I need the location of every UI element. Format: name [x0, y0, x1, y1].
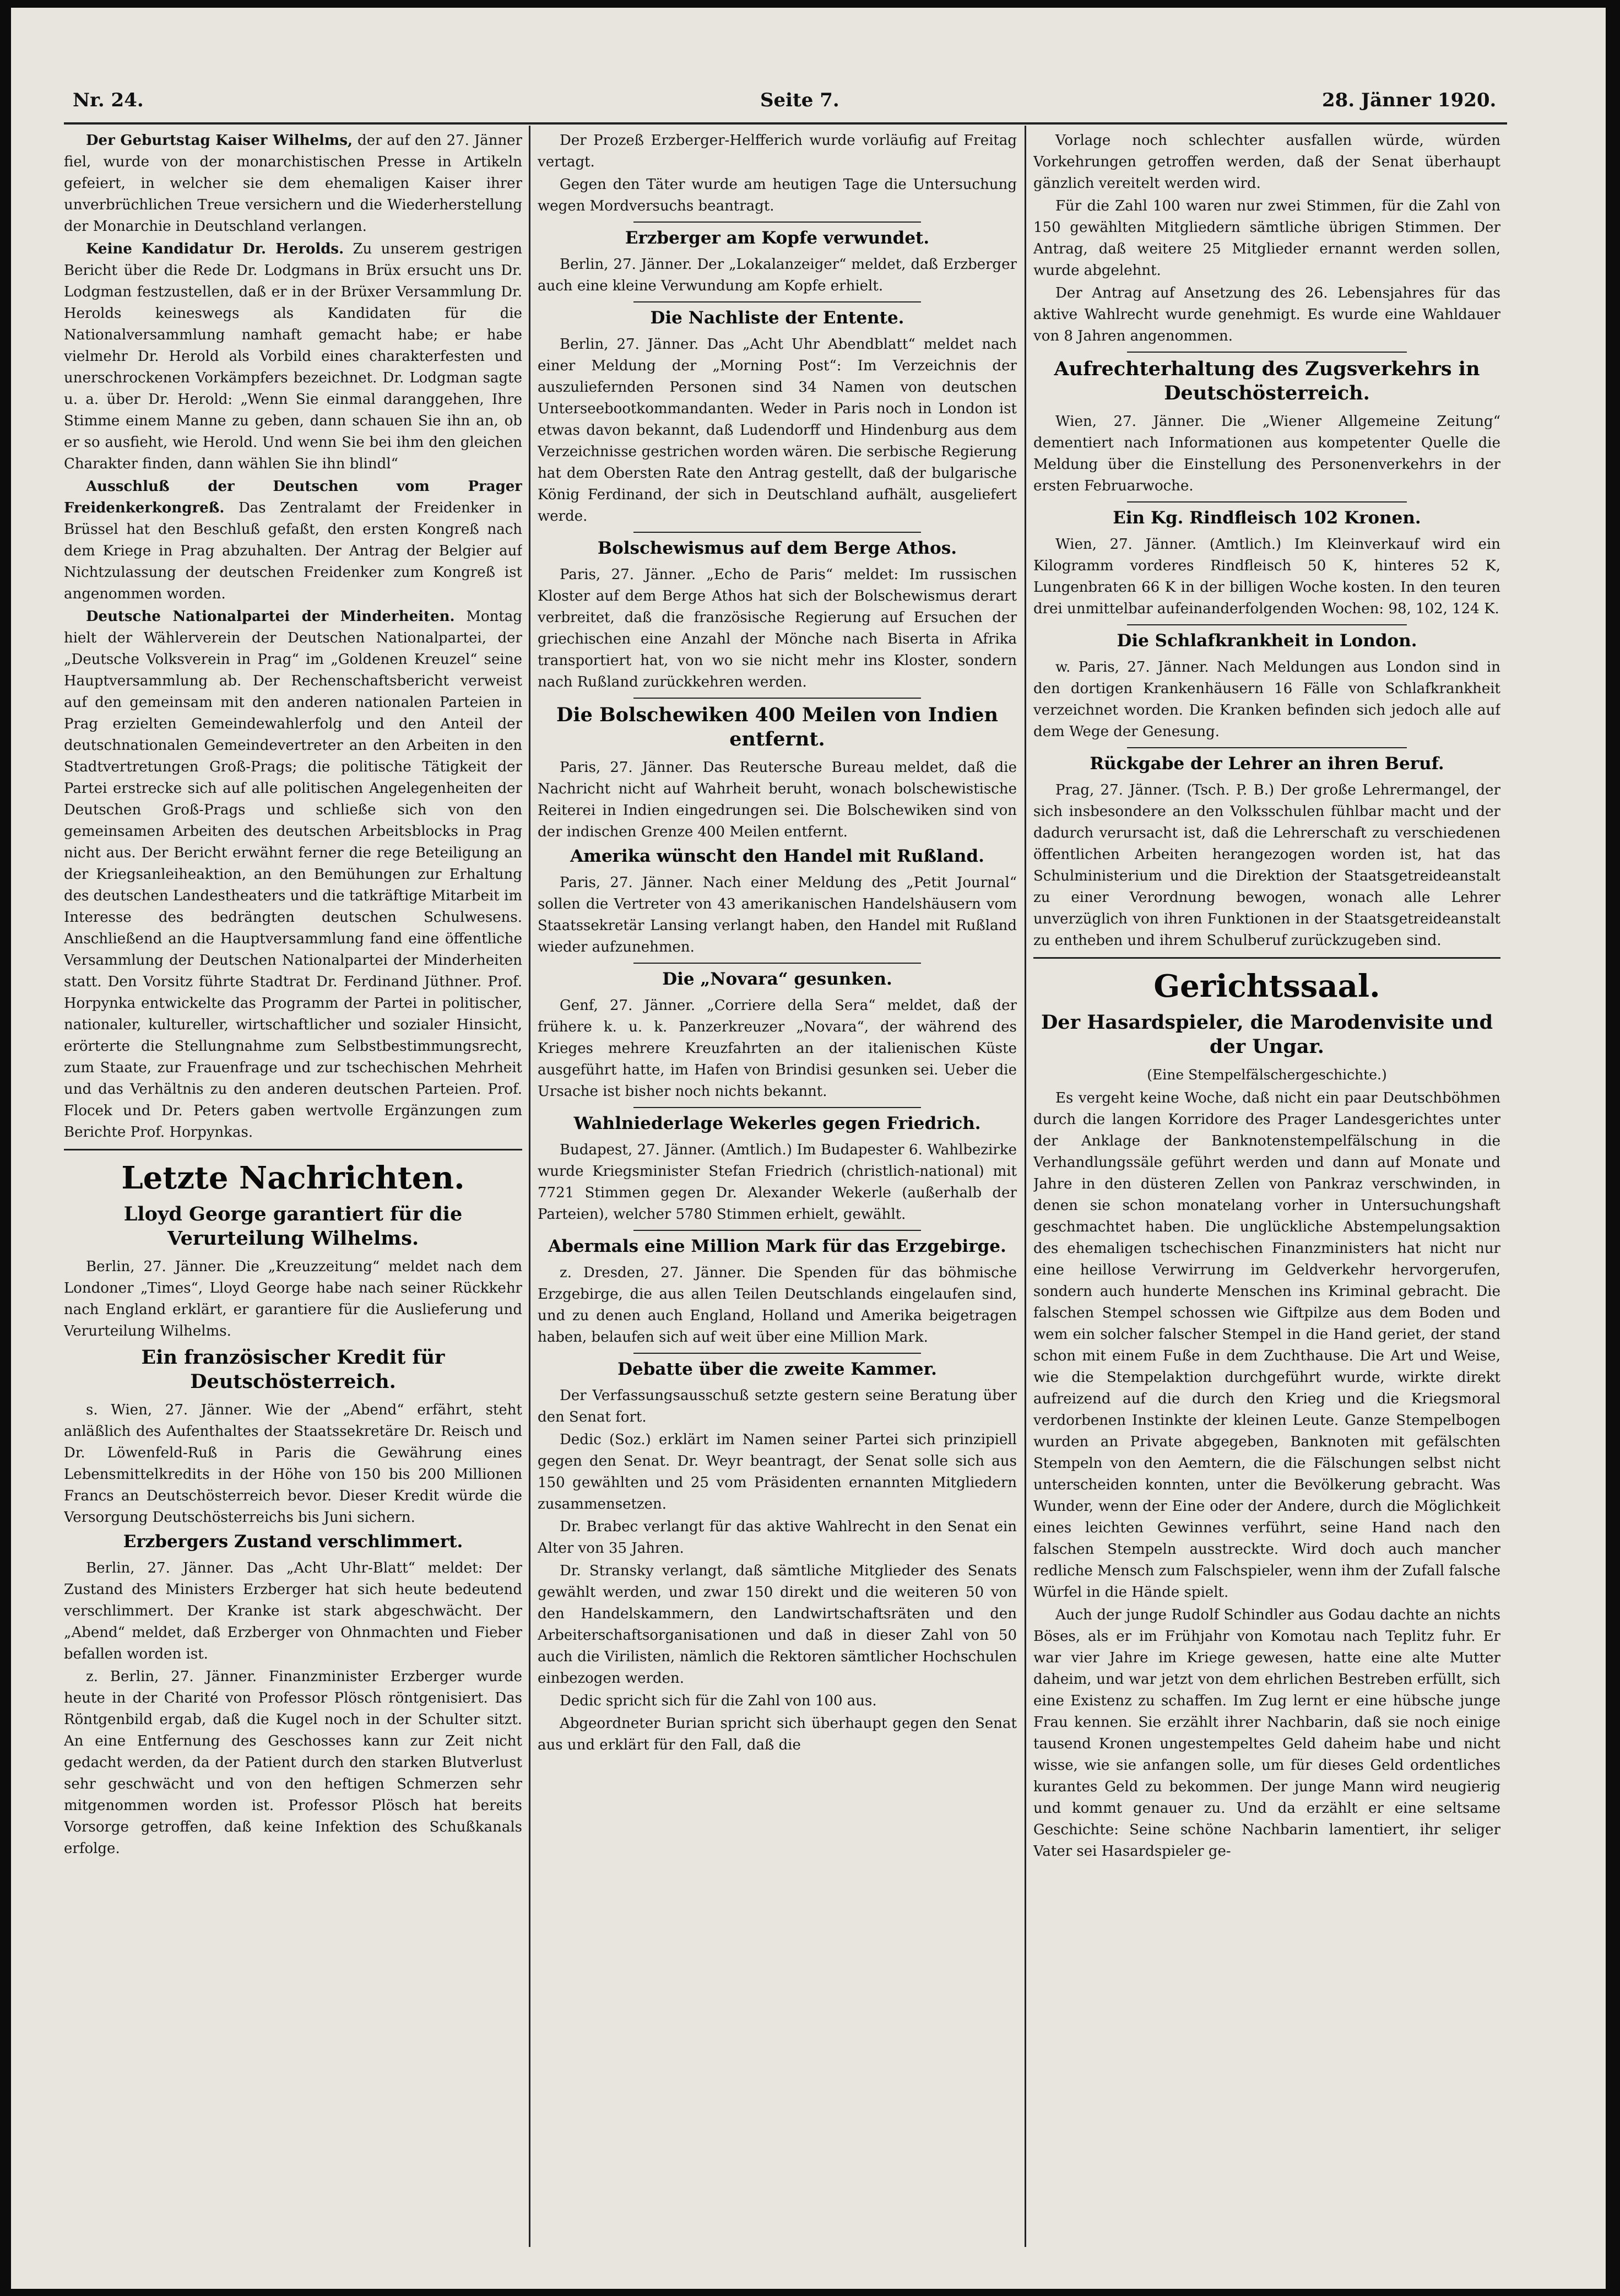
article-rule — [1127, 747, 1407, 748]
section-rule — [64, 1149, 522, 1150]
column-divider — [529, 126, 530, 2247]
article-rule — [633, 222, 921, 223]
article-rule — [633, 698, 921, 699]
article-taeter: Gegen den Täter wurde am heutigen Tage die Untersuchung wegen Mordversuchs beantragt. — [538, 176, 1017, 214]
section-rule — [1033, 957, 1500, 959]
article-kammer-p1: Der Verfassungsausschuß setzte gestern seine Beratung über den Senat fort. — [538, 1387, 1017, 1425]
section-title-gerichtssaal: Gerichtssaal. — [1153, 968, 1380, 1004]
article-kammer-p4: Dr. Stransky verlangt, daß sämtliche Mitglieder des Senats gewählt werden, und zwar 150 direkt und die weiteren 50 von den Handelskammern, den Landwirtschaftsräten und den Arbeiterschaftsorganisationen und daß in dieser Zahl von 50 auch die Virilisten, nämlich die Rektoren sämtlicher Hochschulen einbezogen werden. — [538, 1563, 1017, 1687]
article-rule — [633, 532, 921, 533]
headline-hasardspieler: Der Hasardspieler, die Marodenvisite und der Ungar. — [1041, 1011, 1493, 1058]
headline-erzgebirge: Abermals eine Million Mark für das Erzgebirge. — [548, 1236, 1006, 1256]
article-kaiser-geburtstag: Der Geburtstag Kaiser Wilhelms, der auf den 27. Jänner fiel, wurde von der monarchistischen Presse in Artikeln gefeiert, in welcher sie dem ehemaligen Kaiser ihrer unverbrüchlichen Treue versichern und die Wiederherstellung der Monarchie in Deutschland verlangen. — [64, 132, 522, 235]
page-number: Seite 7. — [760, 89, 839, 111]
article-prozess: Der Prozeß Erzberger-Helfferich wurde vorläufig auf Freitag vertagt. — [538, 132, 1017, 170]
column-divider — [1025, 126, 1026, 2247]
column-3 — [1033, 130, 1500, 2240]
headline-erzberger-zustand: Erzbergers Zustand verschlimmert. — [123, 1532, 463, 1552]
article-novara: Genf, 27. Jänner. „Corriere della Sera“ meldet, daß der frühere k. u. k. Panzerkreuzer „Novara“, der während des Krieges mehrere Kreuzfahrten an der italienischen Küste ausgeführt hatte, im Hafen von Brindisi gesunken sei. Ueber die Ursache ist bisher noch nichts bekannt. — [538, 997, 1017, 1100]
article-kammer-p5: Dedic spricht sich für die Zahl von 100 aus. — [560, 1693, 877, 1709]
headline-erzberger-kopf: Erzberger am Kopfe verwundet. — [625, 228, 930, 248]
article-amerika: Paris, 27. Jänner. Nach einer Meldung des „Petit Journal“ sollen die Vertreter von 43 amerikanischen Handelshäusern vom Staatssekretär Lansing verlangt haben, den Handel mit Rußland wieder aufzunehmen. — [538, 874, 1017, 955]
section-title-letzte-nachrichten: Letzte Nachrichten. — [121, 1160, 465, 1196]
article-athos: Paris, 27. Jänner. „Echo de Paris“ meldet: Im russischen Kloster auf dem Berge Athos hat sich der Bolschewismus derart verbreitet, daß die französische Regierung auf Ersuchen der griechischen eine Anzahl der Mönche nach Biserta in Afrika transportiert hat, von wo sie nicht mehr ins Kloster, sondern nach Rußland zurückkehren werden. — [538, 566, 1017, 690]
article-rule — [1127, 501, 1407, 503]
newspaper-page — [11, 8, 1606, 2289]
article-senat-p1: Vorlage noch schlechter ausfallen würde, würden Vorkehrungen getroffen werden, daß der Senat überhaupt gänzlich vereitelt werden wird. — [1033, 132, 1500, 192]
article-lehrer: Prag, 27. Jänner. (Tsch. P. B.) Der große Lehrermangel, der sich insbesondere an den Volksschulen fühlbar macht und der dadurch verursacht ist, daß die Lehrerschaft zu verschiedenen öffentlichen Arbeiten herangezogen worden ist, hat das Schulministerium und die Direktion der Staatsgetreideanstalt zu einer Verordnung bewogen, wonach alle Lehrer unverzüglich von ihren Funktionen in der Staatsgetreideanstalt zu entheben und ihrem Schulberuf zurückzugeben sind. — [1033, 782, 1500, 949]
headline-lehrer: Rückgabe der Lehrer an ihren Beruf. — [1090, 754, 1444, 774]
column-1 — [64, 130, 522, 2240]
article-zugsverkehr: Wien, 27. Jänner. Die „Wiener Allgemeine Zeitung“ dementiert nach Informationen aus kompetenter Quelle die Meldung über die Einstellung des Personenverkehrs in der ersten Februarwoche. — [1033, 413, 1500, 494]
article-rule — [633, 301, 921, 302]
article-kammer-p3: Dr. Brabec verlangt für das aktive Wahlrecht in den Senat ein Alter von 35 Jahren. — [538, 1519, 1017, 1557]
article-kredit: s. Wien, 27. Jänner. Wie der „Abend“ erfährt, steht anläßlich des Aufenthaltes der Staatssekretäre Dr. Reisch und Dr. Löwenfeld-Ruß in Paris die Gewährung eines Lebensmittelkredits in der Höhe von 150 bis 200 Millionen Francs an Deutschösterreich bevor. Dieser Kredit würde die Versorgung Deutschösterreichs bis Juni sichern. — [64, 1402, 522, 1526]
article-rule — [633, 963, 921, 964]
article-rule — [633, 1230, 921, 1231]
article-hasard-p1: Es vergeht keine Woche, daß nicht ein paar Deutschböhmen durch die langen Korridore des Prager Landesgerichtes unter der Anklage der Banknotenstempelfälschung in die Verhandlungssäle geführt werden und dann auf Monate und Jahre in den düsteren Zellen von Pankraz verschwinden, in denen sie schon monatelang vorher in Untersuchungshaft geschmachtet haben. Die unglückliche Abstempelungsaktion des ehemaligen tschechischen Finanzministers hat nicht nur eine heillose Verwirrung im Geldverkehr hervorgerufen, sondern auch hunderte Menschen ins Kriminal gebracht. Die falschen Stempel schossen wie Giftpilze aus dem Boden und wem ein solcher falscher Stempel in die Hand geriet, der stand schon mit einem Fuße in dem Zuchthause. Die Art und Weise, wie die Stempelaktion durchgeführt wurde, wirkte direkt aufreizend auf die durch den Krieg und die Kriegsmoral verdorbenen Instinkte der kleinen Leute. Ganze Stempelbogen wurden an Private abgegeben, Banknoten mit gefälschten Stempeln von den Aemtern, die die Fälschungen selbst nicht unterscheiden konnten, unter die Bevölkerung gebracht. Was Wunder, wenn der Eine oder der Andere, durch die Möglichkeit eines leichten Gewinnes verführt, seine Hand nach den falschen Stempeln ausstreckte. Wird doch auch mancher redliche Mensch zum Falschspieler, wenn ihm der Zufall falsche Würfel in die Hände spielt. — [1033, 1090, 1500, 1601]
article-rindfleisch: Wien, 27. Jänner. (Amtlich.) Im Kleinverkauf wird ein Kilogramm vorderes Rindfleisch 50 K, hinteres 52 K, Lungenbraten 66 K in der billigen Woche kosten. In den teuren drei unmittelbar aufeinanderfolgenden Wochen: 98, 102, 124 K. — [1033, 536, 1500, 617]
headline-indien: Die Bolschewiken 400 Meilen von Indien entfernt. — [556, 704, 998, 750]
article-senat-p3: Der Antrag auf Ansetzung des 26. Lebensjahres für das aktive Wahlrecht wurde genehmigt. Es wurde eine Wahldauer von 8 Jahren angenommen. — [1033, 285, 1500, 344]
article-rule — [633, 1353, 921, 1354]
article-wekerle: Budapest, 27. Jänner. (Amtlich.) Im Budapester 6. Wahlbezirke wurde Kriegsminister Stefan Friedrich (christlich-national) mit 7721 Stimmen gegen Dr. Alexander Wekerle (außerhalb der Parteien), welcher 5780 Stimmen erhielt, gewählt. — [538, 1142, 1017, 1223]
article-rule — [1127, 352, 1407, 353]
headline-athos: Bolschewismus auf dem Berge Athos. — [597, 538, 957, 558]
headline-lloyd-george: Lloyd George garantiert für die Verurteilung Wilhelms. — [123, 1203, 463, 1250]
headline-amerika: Amerika wünscht den Handel mit Rußland. — [570, 846, 984, 866]
headline-zweite-kammer: Debatte über die zweite Kammer. — [617, 1359, 937, 1379]
column-2 — [538, 130, 1017, 2240]
headline-rindfleisch: Ein Kg. Rindfleisch 102 Kronen. — [1113, 508, 1421, 528]
article-kammer-p6: Abgeordneter Burian spricht sich überhaupt gegen den Senat aus und erklärt für den Fall, daß die — [538, 1715, 1017, 1753]
article-freidenker: Ausschluß der Deutschen vom Prager Freidenkerkongreß. Das Zentralamt der Freidenker in Brüssel hat den Beschluß gefaßt, den ersten Kongreß nach dem Kriege in Prag abzuhalten. Der Antrag der Belgier auf Nichtzulassung der deutschen Freidenker zum Kongreß ist angenommen worden. — [64, 478, 522, 602]
article-nationalpartei: Deutsche Nationalpartei der Minderheiten. Montag hielt der Wählerverein der Deutschen Nationalpartei, der „Deutsche Volksverein in Prag“ im „Goldenen Kreuzel“ seine Hauptversammlung ab. Der Rechenschaftsbericht verweist auf den gemeinsam mit den anderen nationalen Parteien in Prag erzielten Gemeindewahlerfolg und den Anteil der deutschnationalen Gemeindevertreter an den Arbeiten in den Stadtvertretungen Groß-Prags; die politische Tätigkeit der Partei erstrecke sich auf alle politischen Angelegenheiten der Deutschen Groß-Prags und schließe sich von den gemeinsamen Arbeiten des deutschen Arbeitsblocks in Prag nicht aus. Der Bericht erwähnt ferner die rege Beteiligung an der Kriegsanleiheaktion, an den Bemühungen zur Erhaltung des deutschen Landestheaters und die tatkräftige Mitarbeit im Interesse des bedrängten deutschen Schulwesens. Anschließend an die Hauptversammlung fand eine öffentliche Versammlung der Deutschen Nationalpartei der Minderheiten statt. Den Vorsitz führte Stadtrat Dr. Ferdinand Jüthner. Prof. Horpynka entwickelte das Programm der Partei in politischer, nationaler, kultureller, wirtschaftlicher und sozialer Hinsicht, erörterte die Stellungnahme zum Selbstbestimmungsrecht, zum Staate, zur Frauenfrage und zur tschechischen Mehrheit und das Verhältnis zu den anderen deutschen Parteien. Prof. Flocek und Dr. Peters gaben wertvolle Ergänzungen zum Berichte Prof. Horpynkas. — [64, 608, 522, 1141]
article-lloyd-george: Berlin, 27. Jänner. Die „Kreuzzeitung“ meldet nach dem Londoner „Times“, Lloyd George habe nach seiner Rückkehr nach England erklärt, er garantiere für die Auslieferung und Verurteilung Wilhelms. — [64, 1258, 522, 1339]
article-senat-p2: Für die Zahl 100 waren nur zwei Stimmen, für die Zahl von 150 gewählten Mitgliedern sämtliche übrigen Stimmen. Der Antrag, daß weitere 25 Mitglieder ernannt werden sollen, wurde abgelehnt. — [1033, 198, 1500, 279]
article-hasard-p2: Auch der junge Rudolf Schindler aus Godau dachte an nichts Böses, als er im Frühjahr von Komotau nach Teplitz fuhr. Er war vier Jahre im Kriege gewesen, hatte eine alte Mutter daheim, und war jetzt von dem ehrlichen Bestreben erfüllt, sich eine Existenz zu schaffen. Im Zug lernt er eine hübsche junge Frau kennen. Sie erzählt ihrer Nachbarin, daß sie noch einige tausend Kronen ungestempeltes Geld daheim habe und nicht wisse, wie sie anfangen solle, um für dieses Geld ordentliches kurantes Geld zu bekommen. Der junge Mann wird neugierig und kommt genauer zu. Und da erzählt er eine seltsame Geschichte: Seine schöne Nachbarin lamentiert, ihr seliger Vater sei Hasardspieler ge- — [1033, 1607, 1500, 1860]
subheadline-stempelfaelscher: (Eine Stempelfälschergeschichte.) — [1147, 1067, 1387, 1083]
article-rule — [1127, 624, 1407, 625]
article-erzberger-zustand: Berlin, 27. Jänner. Das „Acht Uhr-Blatt“ meldet: Der Zustand des Ministers Erzberger hat sich heute bedeutend verschlimmert. Der Kranke ist stark abgeschwächt. Der „Abend“ meldet, daß Erzberger von Ohnmachten und Fieber befallen worden ist. — [64, 1560, 522, 1662]
article-indien: Paris, 27. Jänner. Das Reutersche Bureau meldet, daß die Nachricht nicht auf Wahrheit beruht, wonach bolschewistische Reiterei in Indien eingedrungen sei. Die Bolschewiken sind von der indischen Grenze 400 Meilen entfernt. — [538, 759, 1017, 840]
article-schlafkrankheit: w. Paris, 27. Jänner. Nach Meldungen aus London sind in den dortigen Krankenhäusern 16 Fälle von Schlafkrankheit verzeichnet worden. Die Kranken befinden sich jedoch alle auf dem Wege der Genesung. — [1033, 659, 1500, 740]
headline-schlafkrankheit: Die Schlafkrankheit in London. — [1117, 631, 1417, 651]
article-herold: Keine Kandidatur Dr. Herolds. Zu unserem gestrigen Bericht über die Rede Dr. Lodgmans in Brüx ersucht uns Dr. Lodgman festzustellen, daß er in der Brüxer Versammlung Dr. Herolds keineswegs als Kandidaten für die Nationalversammlung namhaft gemacht habe; er habe vielmehr Dr. Herold als Vorbild eines charakterfesten und unerschrockenen Vorkämpfers bezeichnet. Dr. Lodgman sagte u. a. über Dr. Herold: „Wenn Sie einmal daranggehen, Ihre Stimme einem Manne zu geben, dann schauen Sie ihn an, ob er so ausfieht, wie Herold. Und wenn Sie bei ihm den gleichen Charakter finden, dann wählen Sie ihn blindl“ — [64, 241, 522, 472]
headline-entente: Die Nachliste der Entente. — [650, 308, 904, 328]
headline-kredit: Ein französischer Kredit für Deutschösterreich. — [141, 1346, 445, 1393]
article-kammer-p2: Dedic (Soz.) erklärt im Namen seiner Partei sich prinzipiell gegen den Senat. Dr. Weyr beantragt, der Senat solle sich aus 150 gewählten und 25 vom Präsidenten ernannten Mitgliedern zusammensetzen. — [538, 1431, 1017, 1512]
headline-wekerle: Wahlniederlage Wekerles gegen Friedrich. — [573, 1114, 981, 1133]
headline-novara: Die „Novara“ gesunken. — [662, 969, 892, 989]
header-rule — [64, 122, 1507, 125]
article-erzberger-kopf: Berlin, 27. Jänner. Der „Lokalanzeiger“ meldet, daß Erzberger auch eine kleine Verwundung am Kopfe erhielt. — [538, 256, 1017, 294]
headline-zugsverkehr: Aufrechterhaltung des Zugsverkehrs in Deutschösterreich. — [1054, 358, 1480, 404]
issue-date: 28. Jänner 1920. — [1322, 89, 1497, 111]
article-erzberger-roentgen: z. Berlin, 27. Jänner. Finanzminister Erzberger wurde heute in der Charité von Professor Plösch röntgenisiert. Das Röntgenbild ergab, daß die Kugel noch in der Schulter sitzt. An eine Entfernung des Geschosses kann zur Zeit nicht gedacht werden, da der Patient durch den starken Blutverlust sehr geschwächt und von den heftigen Schmerzen sehr mitgenommen worden ist. Professor Plösch hat bereits Vorsorge getroffen, daß keine Infektion des Schußkanals erfolge. — [64, 1668, 522, 1857]
article-rule — [633, 1107, 921, 1108]
issue-number: Nr. 24. — [73, 89, 144, 111]
article-erzgebirge: z. Dresden, 27. Jänner. Die Spenden für das böhmische Erzgebirge, die aus allen Teilen Deutschlands eingelaufen sind, und zu denen auch England, Holland und Amerika beigetragen haben, belaufen sich auf weit über eine Million Mark. — [538, 1265, 1017, 1346]
article-entente: Berlin, 27. Jänner. Das „Acht Uhr Abendblatt“ meldet nach einer Meldung der „Morning Post“: Im Verzeichnis der auszuliefernden Personen sind 34 Namen von deutschen Unterseebootkommandanten. Weder in Paris noch in London ist etwas davon bekannt, daß Ludendorff und Hindenburg aus dem Verzeichnisse gestrichen worden wären. Die serbische Regierung hat dem Obersten Rate den Antrag gestellt, daß der bulgarische König Ferdinand, der sich in Deutschland aufhält, ausgeliefert werde. — [538, 336, 1017, 525]
